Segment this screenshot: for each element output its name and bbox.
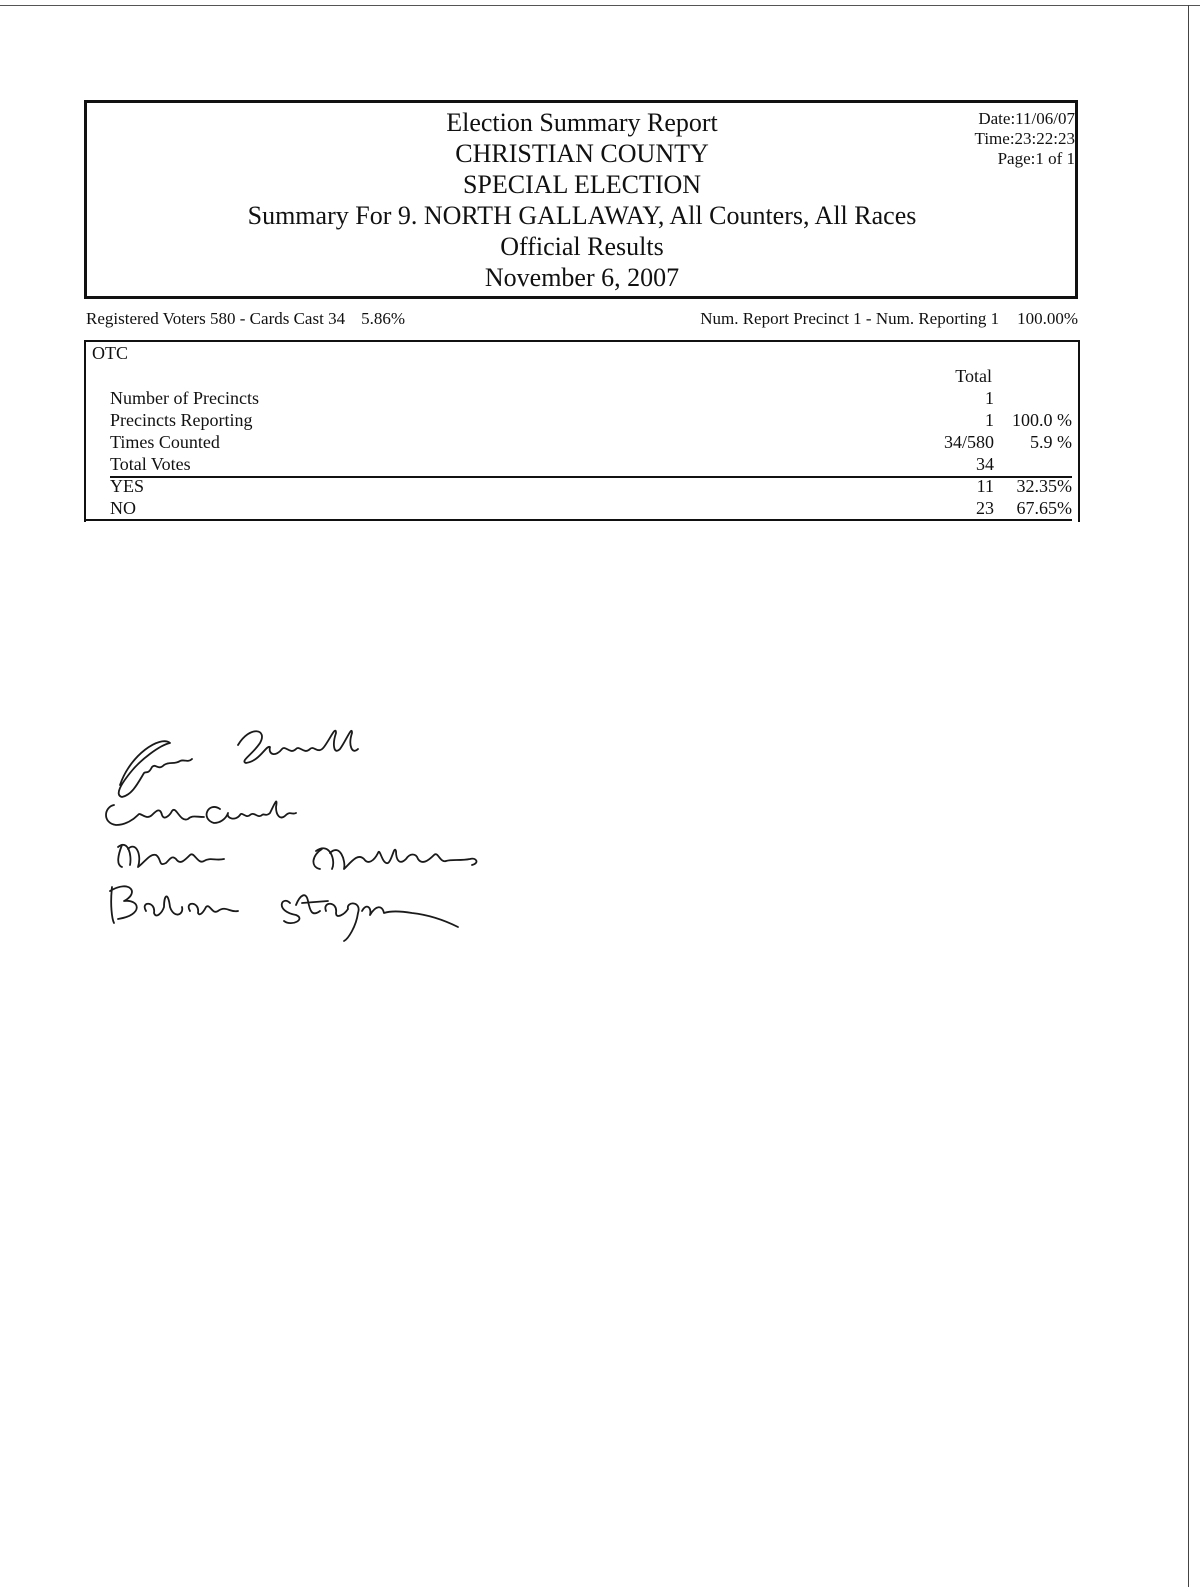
header-meta: [975, 109, 1075, 169]
summary-row: [110, 432, 1072, 454]
report-time: Time:23:22:23: [974, 129, 1075, 148]
election-name: SPECIAL ELECTION: [462, 170, 702, 199]
turnout-left: [86, 309, 405, 329]
signature-barbara-stogner: [110, 886, 458, 941]
reporting-percent: 100.00%: [1017, 309, 1078, 328]
turnout-line: [86, 309, 1078, 331]
scan-edge-top: [0, 5, 1200, 6]
page-number: Page:1 of 1: [997, 149, 1075, 168]
signature-marian-matthews: [118, 845, 476, 869]
race-title: OTC: [92, 343, 128, 363]
choice-row: [110, 498, 1072, 520]
report-header: [84, 100, 1078, 299]
report-title: Election Summary Report: [446, 108, 718, 137]
row-label: Times Counted: [110, 432, 220, 452]
report-date: Date:11/06/07: [978, 109, 1075, 128]
choice-label: YES: [110, 476, 145, 496]
header-titles: [87, 107, 1077, 293]
choice-percent: 67.65%: [1016, 498, 1072, 518]
county-name: CHRISTIAN COUNTY: [455, 139, 709, 168]
row-total: 34: [976, 454, 994, 474]
summary-line: Summary For 9. NORTH GALLAWAY, All Counters, All Races: [247, 201, 917, 230]
precinct-reporting-text: Num. Report Precinct 1 - Num. Reporting 1: [700, 309, 1000, 328]
row-label: Number of Precincts: [110, 388, 259, 408]
total-column-header: Total: [955, 366, 992, 386]
summary-row: [110, 388, 1072, 410]
results-status: Official Results: [500, 232, 664, 261]
row-label: Precincts Reporting: [110, 410, 253, 430]
row-total: 1: [985, 388, 994, 408]
summary-row: [110, 454, 1072, 476]
row-percent: 5.9 %: [1030, 432, 1072, 452]
choice-total: 23: [976, 498, 994, 518]
row-total: 1: [985, 410, 994, 430]
reporting-right: [700, 309, 1078, 329]
race-box-bottom-rule: [84, 519, 1072, 521]
row-total: 34/580: [943, 432, 994, 452]
choice-percent: 32.35%: [1016, 476, 1072, 496]
race-results-box: [84, 340, 1080, 522]
choice-row: [110, 476, 1072, 498]
choice-label: NO: [110, 498, 136, 518]
signature-carla-essick: [106, 801, 296, 825]
summary-row: [110, 410, 1072, 432]
registered-voters-text: Registered Voters 580 - Cards Cast 34: [86, 309, 346, 328]
row-percent: 100.0 %: [1012, 410, 1072, 430]
turnout-percent: 5.86%: [361, 309, 405, 328]
row-label: Total Votes: [110, 454, 191, 474]
signature-lisa-russell: [119, 731, 358, 797]
election-date: November 6, 2007: [484, 263, 680, 292]
scan-edge-right: [1188, 5, 1189, 1587]
choice-total: 11: [976, 476, 994, 496]
signature-block: [100, 715, 520, 945]
